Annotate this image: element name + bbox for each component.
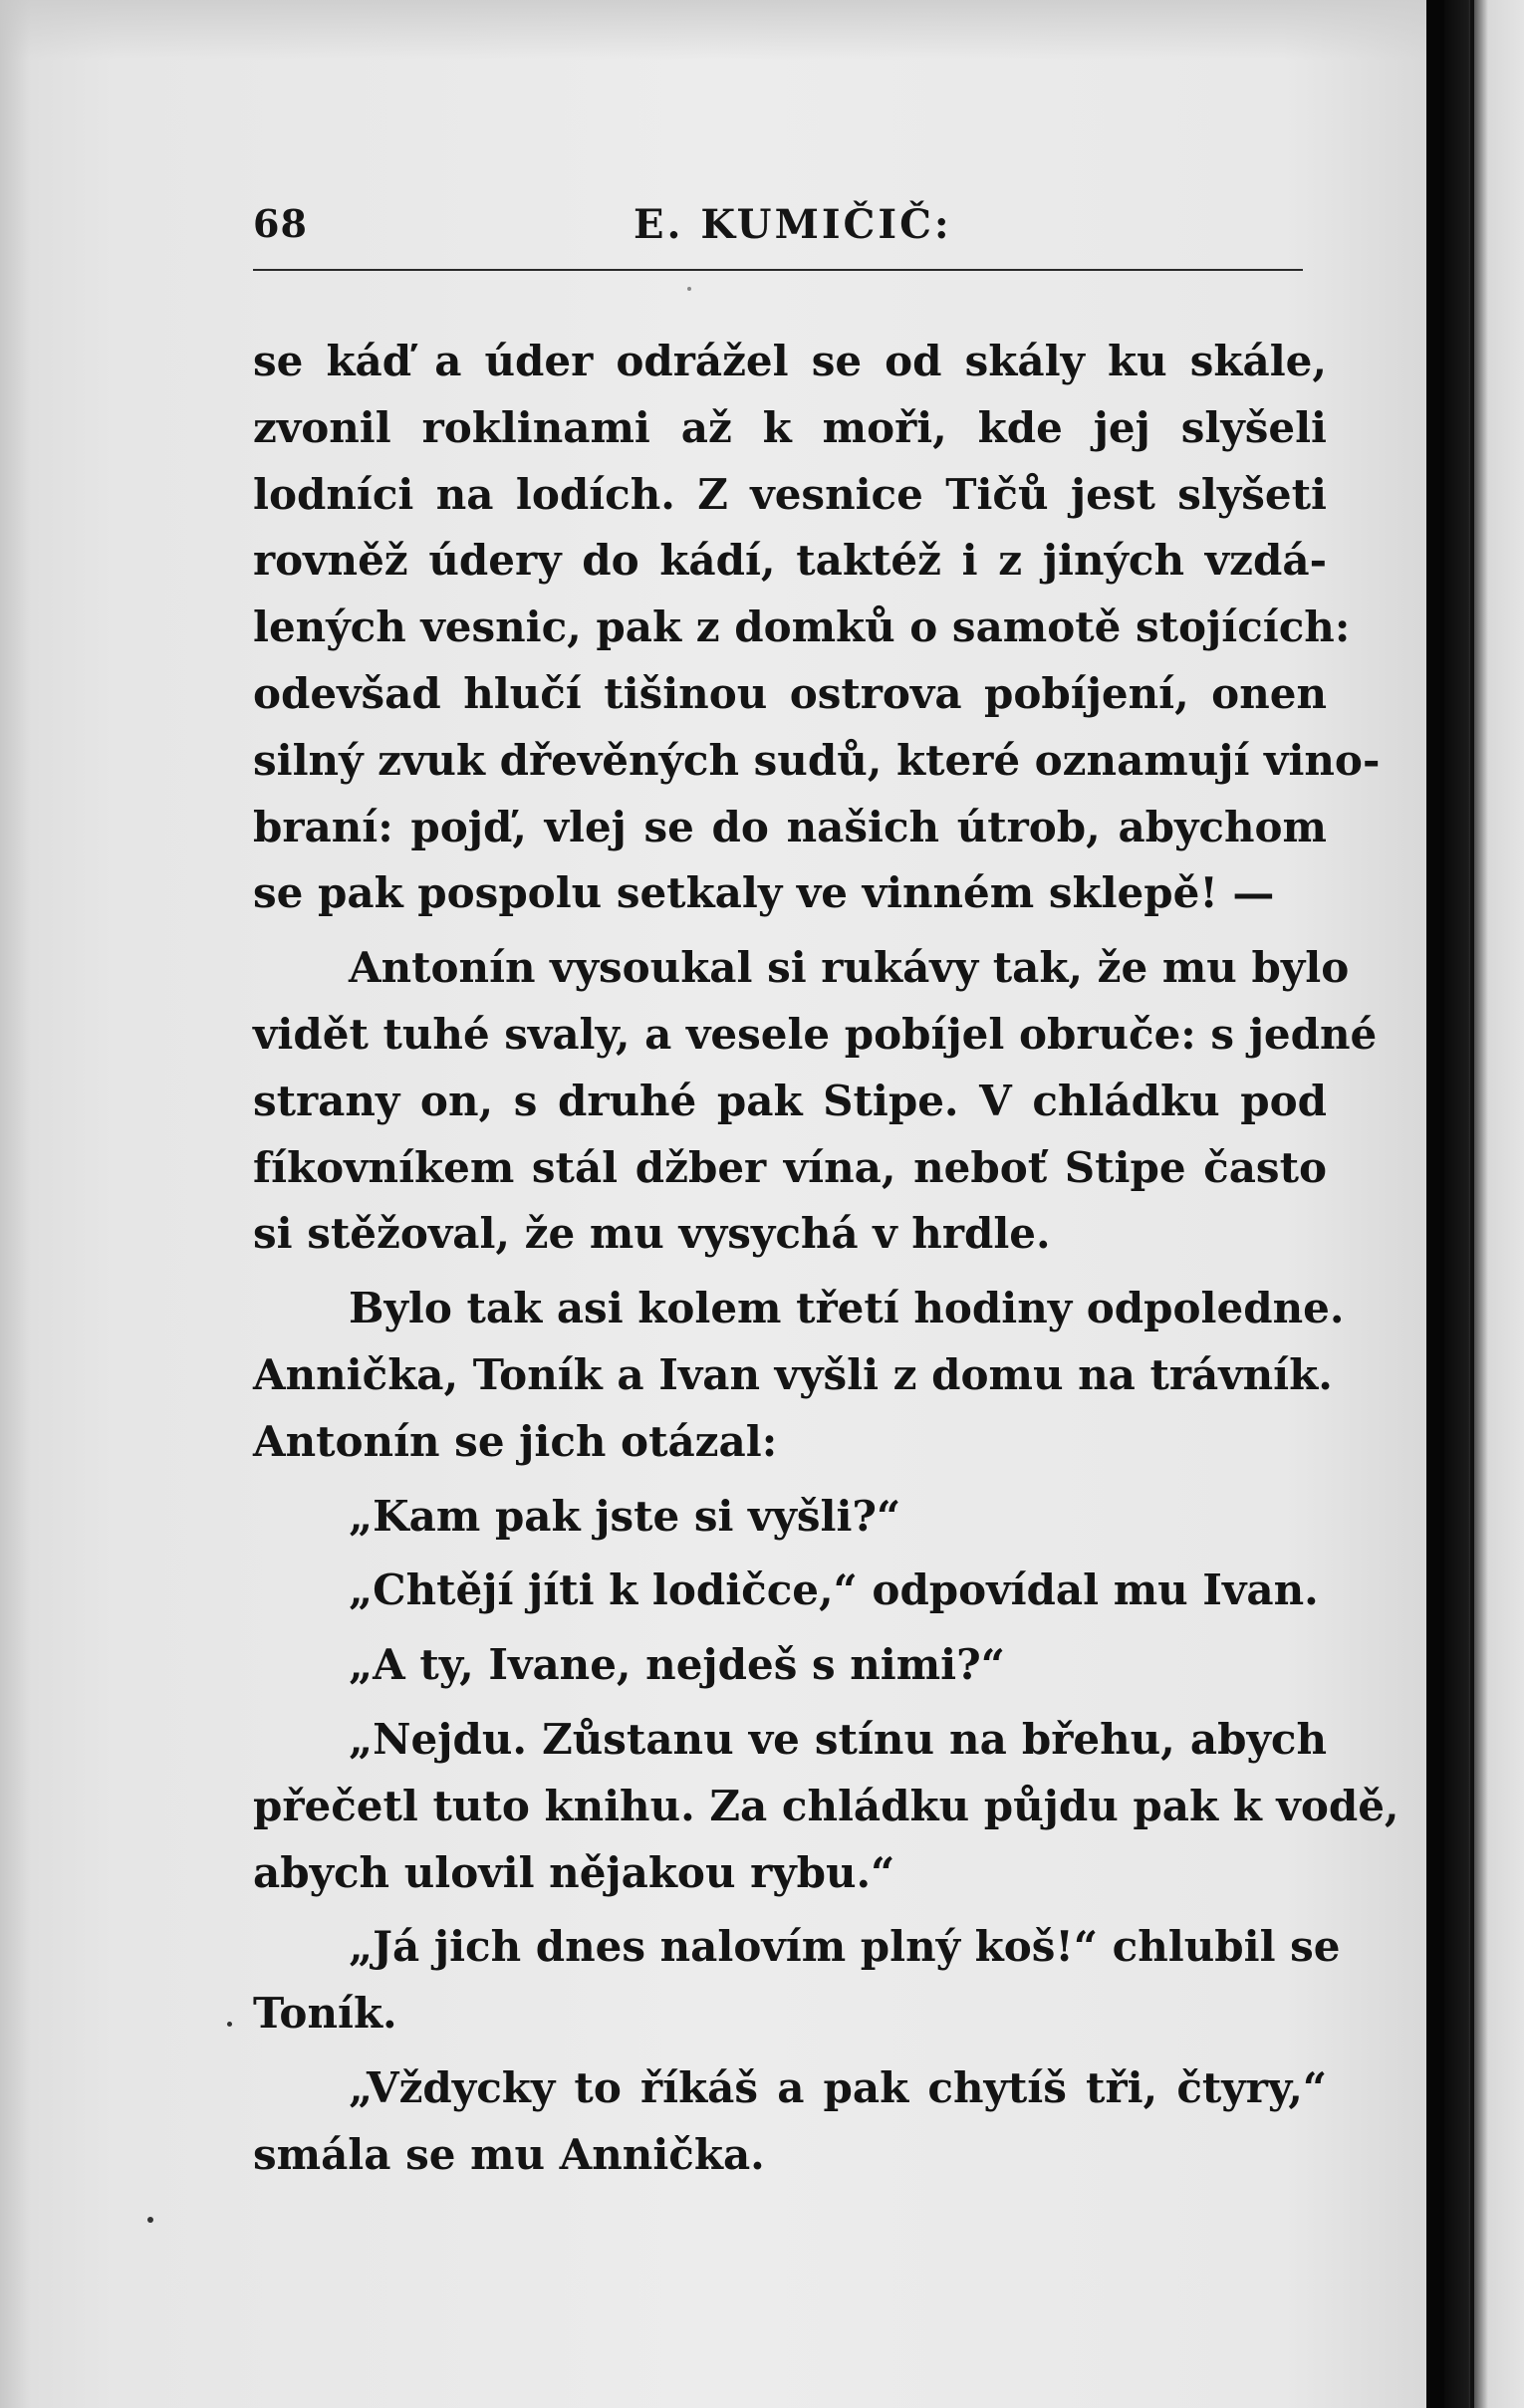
page-number: 68 <box>253 201 308 246</box>
text-line: „Kam pak jste si vyšli?“ <box>349 1491 901 1541</box>
print-speck <box>687 287 691 291</box>
paragraph <box>253 1707 1399 1906</box>
text-line: si stěžoval, že mu vysychá v hrdle. <box>253 1209 1051 1259</box>
text-line: „Nejdu. Zůstanu ve stínu na břehu, abych <box>349 1714 1327 1764</box>
text-line: „Já jich dnes nalovím plný koš!“ chlubil se <box>349 1922 1341 1972</box>
paragraph <box>253 1484 1327 1551</box>
text-line: lodníci na lodích. Z vesnice Tičů jest slyšeti <box>253 469 1327 519</box>
running-head: E. KUMIČIČ: <box>634 201 952 248</box>
text-line: braní: pojď, vlej se do našich útrob, abychom <box>253 802 1327 851</box>
text-line: Annička, Toník a Ivan vyšli z domu na trávník. <box>253 1349 1333 1399</box>
page-edge-line <box>1470 0 1474 2408</box>
paragraph <box>253 935 1378 1268</box>
text-line: „A ty, Ivane, nejdeš s nimi?“ <box>349 1640 1005 1690</box>
text-line: „Vždycky to říkáš a pak chytíš tři, čtyry,“ <box>349 2062 1327 2112</box>
paragraph <box>253 329 1381 927</box>
text-line: zvonil roklinami až k moři, kde jej slyšeli <box>253 402 1327 452</box>
text-line: Bylo tak asi kolem třetí hodiny odpoledne. <box>349 1284 1345 1333</box>
text-line: fíkovníkem stál džber vína, neboť Stipe často <box>253 1142 1327 1192</box>
text-line: Antonín se jich otázal: <box>253 1416 778 1466</box>
next-page-edge <box>1444 0 1524 2408</box>
text-line: se pak pospolu setkaly ve vinném sklepě! — <box>253 868 1275 918</box>
paragraph <box>253 1632 1327 1699</box>
text-line: strany on, s druhé pak Stipe. V chládku pod <box>253 1076 1327 1125</box>
text-line: „Chtějí jíti k lodičce,“ odpovídal mu Ivan. <box>349 1565 1319 1615</box>
text-line: přečetl tuto knihu. Za chládku půjdu pak k vodě, <box>253 1781 1399 1830</box>
print-speck <box>147 2217 153 2223</box>
body-text <box>253 329 1399 2189</box>
text-line: smála se mu Annička. <box>253 2129 765 2179</box>
print-speck <box>227 2022 232 2027</box>
page-header <box>253 201 1303 261</box>
text-line: vidět tuhé svaly, a vesele pobíjel obruče: s jedné <box>253 1009 1378 1059</box>
paragraph <box>253 1276 1345 1475</box>
header-rule <box>253 269 1303 271</box>
text-line: silný zvuk dřevěných sudů, které oznamují vino- <box>253 735 1381 785</box>
text-line: Toník. <box>253 1989 397 2039</box>
text-line: se káď a úder odrážel se od skály ku skále, <box>253 337 1327 385</box>
paragraph <box>253 2055 1327 2189</box>
text-line: odevšad hlučí tišinou ostrova pobíjení, onen <box>253 668 1327 718</box>
text-line: abych ulovil nějakou rybu.“ <box>253 1847 895 1897</box>
text-line: rovněž údery do kádí, taktéž i z jiných vzdá- <box>253 536 1327 586</box>
text-line: Antonín vysoukal si rukávy tak, že mu bylo <box>349 943 1350 993</box>
paragraph <box>253 1914 1341 2047</box>
paragraph <box>253 1558 1327 1624</box>
text-line: lených vesnic, pak z domků o samotě stojících: <box>253 602 1351 652</box>
